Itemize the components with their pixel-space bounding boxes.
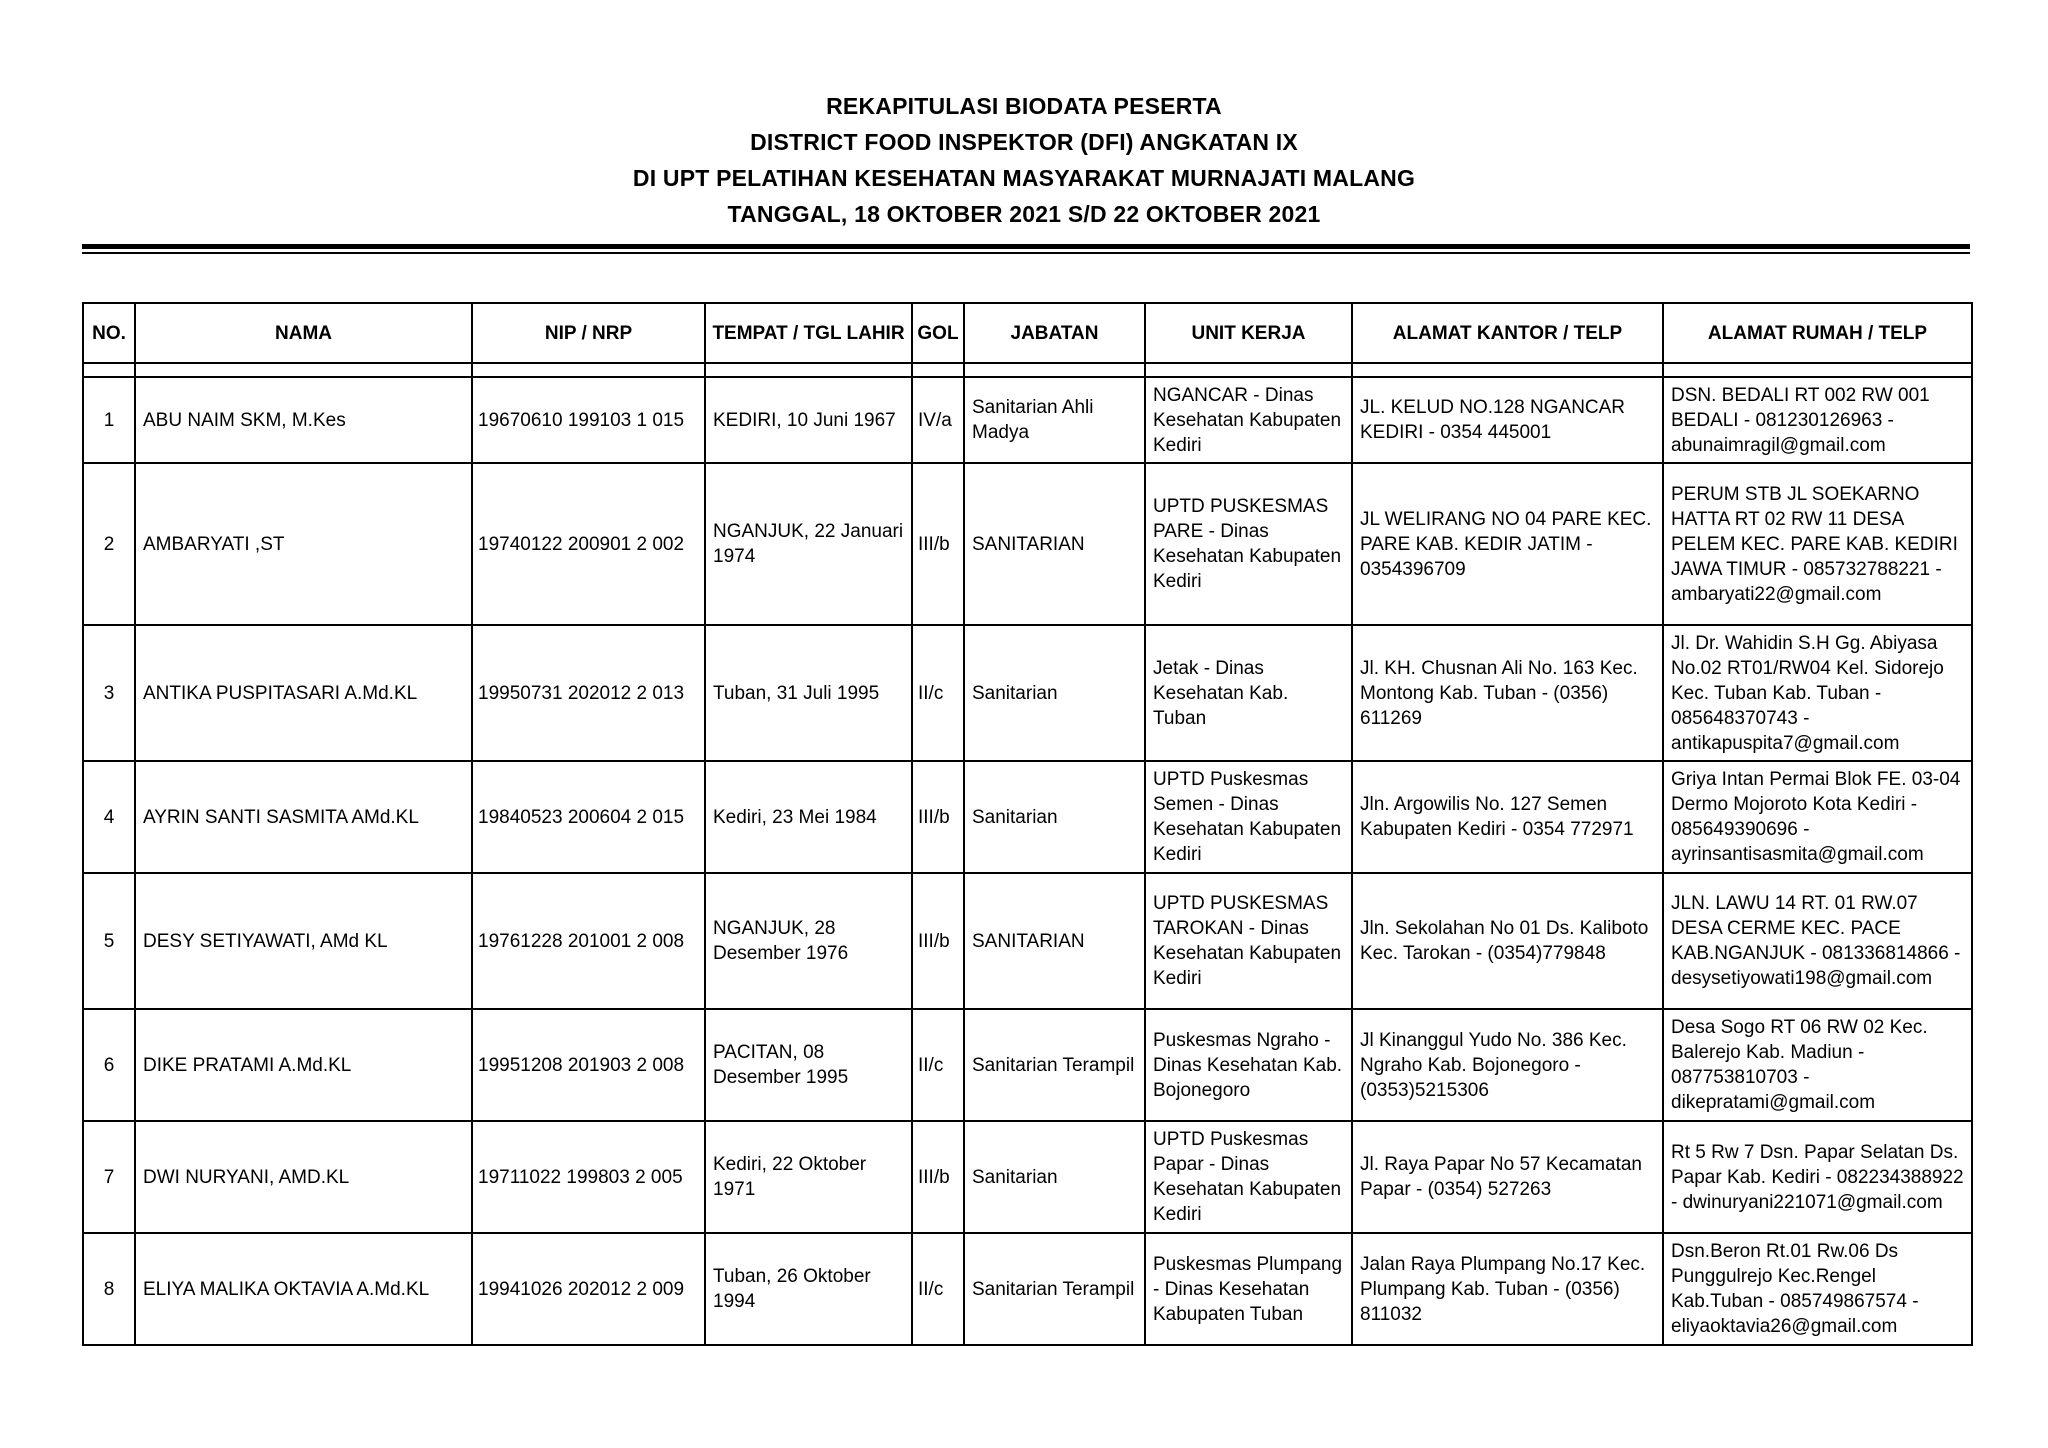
- cell-gol: III/b: [912, 463, 964, 625]
- cell-unit: UPTD Puskesmas Semen - Dinas Kesehatan Kabupaten Kediri: [1145, 761, 1352, 873]
- cell-no: 2: [83, 463, 135, 625]
- title-line-4: TANGGAL, 18 OKTOBER 2021 S/D 22 OKTOBER 2021: [727, 201, 1321, 227]
- cell-nip: 19840523 200604 2 015: [472, 761, 705, 873]
- cell-ttl: Tuban, 26 Oktober 1994: [705, 1233, 912, 1345]
- cell-jabatan: Sanitarian Terampil: [964, 1233, 1145, 1345]
- cell-gol: III/b: [912, 761, 964, 873]
- cell-unit: Puskesmas Plumpang - Dinas Kesehatan Kabupaten Tuban: [1145, 1233, 1352, 1345]
- header-divider-thin: [82, 252, 1970, 254]
- col-header-kantor: ALAMAT KANTOR / TELP: [1352, 303, 1663, 363]
- cell-gol: III/b: [912, 1121, 964, 1233]
- cell-nip: 19670610 199103 1 015: [472, 377, 705, 463]
- cell-unit: UPTD Puskesmas Papar - Dinas Kesehatan Kabupaten Kediri: [1145, 1121, 1352, 1233]
- cell-unit: NGANCAR - Dinas Kesehatan Kabupaten Kediri: [1145, 377, 1352, 463]
- cell-nip: 19740122 200901 2 002: [472, 463, 705, 625]
- cell-no: 6: [83, 1009, 135, 1121]
- cell-nama: DIKE PRATAMI A.Md.KL: [135, 1009, 472, 1121]
- participant-table: [82, 302, 1973, 1346]
- title-line-3: DI UPT PELATIHAN KESEHATAN MASYARAKAT MURNAJATI MALANG: [632, 165, 1416, 191]
- cell-no: 4: [83, 761, 135, 873]
- cell-no: 5: [83, 873, 135, 1009]
- cell-unit: UPTD PUSKESMAS PARE - Dinas Kesehatan Kabupaten Kediri: [1145, 463, 1352, 625]
- cell-ttl: Kediri, 22 Oktober 1971: [705, 1121, 912, 1233]
- col-header-no: NO.: [83, 303, 135, 363]
- cell-kantor: Jl. KH. Chusnan Ali No. 163 Kec. Montong Kab. Tuban - (0356) 611269: [1352, 625, 1663, 761]
- cell-jabatan: Sanitarian: [964, 1121, 1145, 1233]
- cell-unit: UPTD PUSKESMAS TAROKAN - Dinas Kesehatan Kabupaten Kediri: [1145, 873, 1352, 1009]
- header-spacer-row: [83, 363, 1972, 377]
- cell-ttl: PACITAN, 08 Desember 1995: [705, 1009, 912, 1121]
- col-header-ttl: TEMPAT / TGL LAHIR: [705, 303, 912, 363]
- cell-kantor: Jalan Raya Plumpang No.17 Kec. Plumpang Kab. Tuban - (0356) 811032: [1352, 1233, 1663, 1345]
- cell-kantor: Jl. Raya Papar No 57 Kecamatan Papar - (0354) 527263: [1352, 1121, 1663, 1233]
- cell-nama: AMBARYATI ,ST: [135, 463, 472, 625]
- col-header-unit: UNIT KERJA: [1145, 303, 1352, 363]
- title-line-2: DISTRICT FOOD INSPEKTOR (DFI) ANGKATAN IX: [750, 129, 1298, 155]
- cell-unit: Puskesmas Ngraho - Dinas Kesehatan Kab. Bojonegoro: [1145, 1009, 1352, 1121]
- cell-gol: II/c: [912, 1009, 964, 1121]
- document-header: [0, 88, 2048, 232]
- cell-gol: II/c: [912, 625, 964, 761]
- cell-nip: 19951208 201903 2 008: [472, 1009, 705, 1121]
- cell-kantor: Jln. Sekolahan No 01 Ds. Kaliboto Kec. Tarokan - (0354)779848: [1352, 873, 1663, 1009]
- cell-rumah: Rt 5 Rw 7 Dsn. Papar Selatan Ds. Papar Kab. Kediri - 082234388922 - dwinuryani221071@gmail.com: [1663, 1121, 1972, 1233]
- cell-kantor: JL WELIRANG NO 04 PARE KEC. PARE KAB. KEDIR JATIM - 0354396709: [1352, 463, 1663, 625]
- col-header-jabatan: JABATAN: [964, 303, 1145, 363]
- cell-ttl: Tuban, 31 Juli 1995: [705, 625, 912, 761]
- cell-rumah: Desa Sogo RT 06 RW 02 Kec. Balerejo Kab. Madiun - 087753810703 - dikepratami@gmail.com: [1663, 1009, 1972, 1121]
- table-row: [83, 1009, 1972, 1121]
- cell-unit: Jetak - Dinas Kesehatan Kab. Tuban: [1145, 625, 1352, 761]
- cell-nama: DWI NURYANI, AMD.KL: [135, 1121, 472, 1233]
- header-divider-thick: [82, 244, 1970, 249]
- cell-rumah: JLN. LAWU 14 RT. 01 RW.07 DESA CERME KEC. PACE KAB.NGANJUK - 081336814866 - desysetiyowati198@gmail.com: [1663, 873, 1972, 1009]
- cell-jabatan: SANITARIAN: [964, 873, 1145, 1009]
- table-header-row: [83, 303, 1972, 363]
- cell-nip: 19950731 202012 2 013: [472, 625, 705, 761]
- cell-nama: ANTIKA PUSPITASARI A.Md.KL: [135, 625, 472, 761]
- cell-kantor: JL. KELUD NO.128 NGANCAR KEDIRI - 0354 445001: [1352, 377, 1663, 463]
- cell-nama: AYRIN SANTI SASMITA AMd.KL: [135, 761, 472, 873]
- cell-gol: II/c: [912, 1233, 964, 1345]
- cell-kantor: Jl Kinanggul Yudo No. 386 Kec. Ngraho Kab. Bojonegoro - (0353)5215306: [1352, 1009, 1663, 1121]
- cell-jabatan: Sanitarian Ahli Madya: [964, 377, 1145, 463]
- cell-jabatan: SANITARIAN: [964, 463, 1145, 625]
- table-row: [83, 625, 1972, 761]
- cell-nama: ELIYA MALIKA OKTAVIA A.Md.KL: [135, 1233, 472, 1345]
- cell-ttl: KEDIRI, 10 Juni 1967: [705, 377, 912, 463]
- table-row: [83, 463, 1972, 625]
- col-header-nip: NIP / NRP: [472, 303, 705, 363]
- cell-nama: DESY SETIYAWATI, AMd KL: [135, 873, 472, 1009]
- cell-nip: 19711022 199803 2 005: [472, 1121, 705, 1233]
- cell-rumah: DSN. BEDALI RT 002 RW 001 BEDALI - 081230126963 - abunaimragil@gmail.com: [1663, 377, 1972, 463]
- cell-kantor: Jln. Argowilis No. 127 Semen Kabupaten Kediri - 0354 772971: [1352, 761, 1663, 873]
- table-row: [83, 761, 1972, 873]
- table-row: [83, 377, 1972, 463]
- col-header-nama: NAMA: [135, 303, 472, 363]
- cell-rumah: PERUM STB JL SOEKARNO HATTA RT 02 RW 11 DESA PELEM KEC. PARE KAB. KEDIRI JAWA TIMUR - 085732788221 - ambaryati22@gmail.com: [1663, 463, 1972, 625]
- cell-ttl: Kediri, 23 Mei 1984: [705, 761, 912, 873]
- cell-nip: 19941026 202012 2 009: [472, 1233, 705, 1345]
- cell-no: 1: [83, 377, 135, 463]
- table-row: [83, 1233, 1972, 1345]
- cell-no: 7: [83, 1121, 135, 1233]
- cell-nip: 19761228 201001 2 008: [472, 873, 705, 1009]
- cell-nama: ABU NAIM SKM, M.Kes: [135, 377, 472, 463]
- cell-jabatan: Sanitarian Terampil: [964, 1009, 1145, 1121]
- cell-ttl: NGANJUK, 22 Januari 1974: [705, 463, 912, 625]
- table-row: [83, 873, 1972, 1009]
- table-row: [83, 1121, 1972, 1233]
- cell-rumah: Dsn.Beron Rt.01 Rw.06 Ds Punggulrejo Kec.Rengel Kab.Tuban - 085749867574 - eliyaoktavia26@gmail.com: [1663, 1233, 1972, 1345]
- col-header-gol: GOL: [912, 303, 964, 363]
- title-line-1: REKAPITULASI BIODATA PESERTA: [826, 93, 1222, 119]
- cell-jabatan: Sanitarian: [964, 761, 1145, 873]
- cell-no: 8: [83, 1233, 135, 1345]
- cell-rumah: Jl. Dr. Wahidin S.H Gg. Abiyasa No.02 RT01/RW04 Kel. Sidorejo Kec. Tuban Kab. Tuban - 085648370743 - antikapuspita7@gmail.com: [1663, 625, 1972, 761]
- cell-ttl: NGANJUK, 28 Desember 1976: [705, 873, 912, 1009]
- cell-no: 3: [83, 625, 135, 761]
- cell-jabatan: Sanitarian: [964, 625, 1145, 761]
- cell-gol: III/b: [912, 873, 964, 1009]
- col-header-rumah: ALAMAT RUMAH / TELP: [1663, 303, 1972, 363]
- cell-gol: IV/a: [912, 377, 964, 463]
- cell-rumah: Griya Intan Permai Blok FE. 03-04 Dermo Mojoroto Kota Kediri - 085649390696 - ayrinsantisasmita@gmail.com: [1663, 761, 1972, 873]
